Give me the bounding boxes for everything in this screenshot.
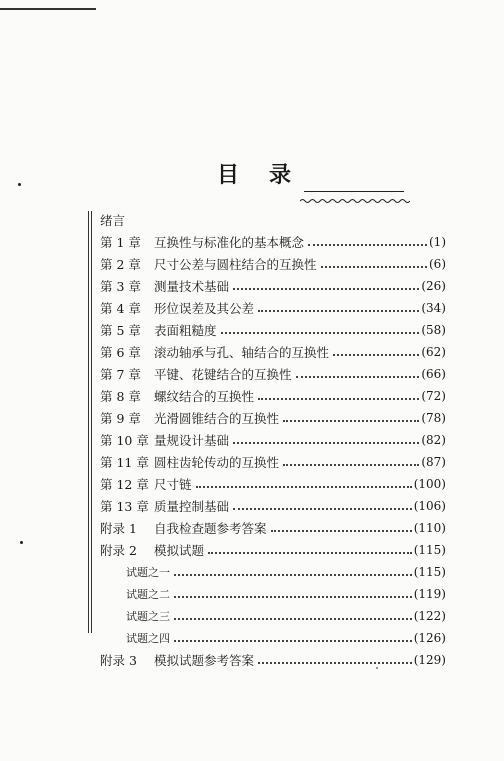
toc-entry[interactable] xyxy=(100,299,446,317)
leader-dots xyxy=(196,474,412,488)
leader-dots xyxy=(208,540,412,554)
leader-dots xyxy=(258,650,412,664)
title-char-1: 目 xyxy=(217,162,240,188)
toc-margin-rule xyxy=(88,211,89,633)
toc-entry-number: 第 4 章 xyxy=(100,301,141,316)
toc-entry-number: 第 1 章 xyxy=(100,235,141,250)
toc-entry-page: (110) xyxy=(413,521,446,535)
leader-dots xyxy=(271,518,412,532)
toc-entry[interactable] xyxy=(100,387,446,405)
leader-dots xyxy=(283,452,419,466)
leader-dots xyxy=(174,628,412,642)
toc-subentry-title: 试题之二 xyxy=(126,588,170,601)
toc-entry-page: (126) xyxy=(413,631,446,645)
toc-preface[interactable] xyxy=(100,211,446,229)
leader-dots xyxy=(233,276,419,290)
toc-entry-number: 附录 3 xyxy=(100,653,137,668)
toc-entry-page: (66) xyxy=(421,367,446,381)
leader-dots xyxy=(296,364,420,378)
leader-dots xyxy=(258,298,419,312)
toc-entry-title: 自我检查题参考答案 xyxy=(154,521,267,536)
toc-entry-page: (106) xyxy=(413,499,446,513)
leader-dots xyxy=(174,606,412,620)
toc-entry-title: 模拟试题 xyxy=(154,543,205,558)
toc-margin-rule xyxy=(91,211,92,633)
toc-entry-title: 表面粗糙度 xyxy=(154,323,217,338)
toc-entry[interactable] xyxy=(100,365,446,383)
toc-entry-title: 圆柱齿轮传动的互换性 xyxy=(154,455,280,470)
leader-dots xyxy=(333,342,419,356)
toc-entry[interactable] xyxy=(100,233,446,251)
leader-dots xyxy=(174,584,412,598)
toc-entry-page: (1) xyxy=(429,235,446,249)
toc-entry-page: (34) xyxy=(421,301,446,315)
toc-entry-page: (119) xyxy=(413,587,446,601)
toc-entry-page: (122) xyxy=(413,609,446,623)
toc-entry-title: 量规设计基础 xyxy=(154,433,230,448)
toc-entry-title: 形位误差及其公差 xyxy=(154,301,255,316)
toc-entry-number: 第 8 章 xyxy=(100,389,141,404)
leader-dots xyxy=(221,320,420,334)
toc-entry[interactable] xyxy=(100,343,446,361)
toc-entry-page: (129) xyxy=(413,653,446,667)
toc-entry-title: 互换性与标准化的基本概念 xyxy=(154,235,305,250)
toc-entry-number: 第 7 章 xyxy=(100,367,141,382)
toc-entry-page: (115) xyxy=(413,543,446,557)
toc-subentry[interactable] xyxy=(126,629,446,647)
toc-entry-title: 尺寸链 xyxy=(154,477,192,492)
title-char-2: 录 xyxy=(269,162,292,188)
toc-entry-number: 第 5 章 xyxy=(100,323,141,338)
toc-subentry[interactable] xyxy=(126,563,446,581)
toc-entry[interactable] xyxy=(100,321,446,339)
toc-entry[interactable] xyxy=(100,431,446,449)
toc-preface-label: 绪言 xyxy=(100,213,126,228)
toc-entry-title: 模拟试题参考答案 xyxy=(154,653,255,668)
toc-entry-page: (87) xyxy=(421,455,446,469)
toc-entry-title: 质量控制基础 xyxy=(154,499,230,514)
title-underline xyxy=(304,191,404,192)
toc-entry-page: (6) xyxy=(429,257,446,271)
toc-entry-page: (100) xyxy=(413,477,446,491)
toc-entry-number: 附录 2 xyxy=(100,543,137,558)
toc-entry-page: (72) xyxy=(421,389,446,403)
toc-subentry[interactable] xyxy=(126,607,446,625)
toc-entry-title: 尺寸公差与圆柱结合的互换性 xyxy=(154,257,317,272)
scan-speck xyxy=(18,183,21,186)
leader-dots xyxy=(174,562,412,576)
toc-subentry-title: 试题之四 xyxy=(126,632,170,645)
toc-entry-title: 测量技术基础 xyxy=(154,279,230,294)
toc-entry-title: 平键、花键结合的互换性 xyxy=(154,367,292,382)
toc-entry-number: 第 10 章 xyxy=(100,433,149,448)
top-rule xyxy=(0,8,96,10)
toc-entry[interactable] xyxy=(100,519,446,537)
toc-entry-page: (26) xyxy=(421,279,446,293)
leader-dots xyxy=(308,232,427,246)
toc-subentry-title: 试题之三 xyxy=(126,610,170,623)
toc-entry[interactable] xyxy=(100,541,446,559)
toc-entry-number: 第 12 章 xyxy=(100,477,149,492)
toc-entry[interactable] xyxy=(100,475,446,493)
toc-entry-number: 第 3 章 xyxy=(100,279,141,294)
toc-entry-page: (115) xyxy=(413,565,446,579)
toc-entry-number: 附录 1 xyxy=(100,521,137,536)
leader-dots xyxy=(321,254,427,268)
toc-entry-title: 滚动轴承与孔、轴结合的互换性 xyxy=(154,345,330,360)
toc-entry-number: 第 6 章 xyxy=(100,345,141,360)
toc-entry[interactable] xyxy=(100,255,446,273)
toc-entry-number: 第 13 章 xyxy=(100,499,149,514)
toc-entry[interactable] xyxy=(100,409,446,427)
leader-dots xyxy=(233,496,412,510)
toc-subentry-title: 试题之一 xyxy=(126,566,170,579)
toc-entry-page: (58) xyxy=(421,323,446,337)
toc-subentry[interactable] xyxy=(126,585,446,603)
toc-entry[interactable] xyxy=(100,651,446,669)
toc-entry-title: 螺纹结合的互换性 xyxy=(154,389,255,404)
toc-entry[interactable] xyxy=(100,497,446,515)
scan-speck xyxy=(20,541,23,544)
leader-dots xyxy=(258,386,419,400)
toc-entry-number: 第 11 章 xyxy=(100,455,149,470)
toc-entry-number: 第 2 章 xyxy=(100,257,141,272)
toc-entry-page: (78) xyxy=(421,411,446,425)
toc-entry[interactable] xyxy=(100,277,446,295)
leader-dots xyxy=(283,408,419,422)
toc-entry-number: 第 9 章 xyxy=(100,411,141,426)
toc-entry[interactable] xyxy=(100,453,446,471)
leader-dots xyxy=(233,430,419,444)
toc-entry-page: (82) xyxy=(421,433,446,447)
title-wave-ornament xyxy=(300,198,410,204)
toc-entry-page: (62) xyxy=(421,345,446,359)
toc-entry-title: 光滑圆锥结合的互换性 xyxy=(154,411,280,426)
